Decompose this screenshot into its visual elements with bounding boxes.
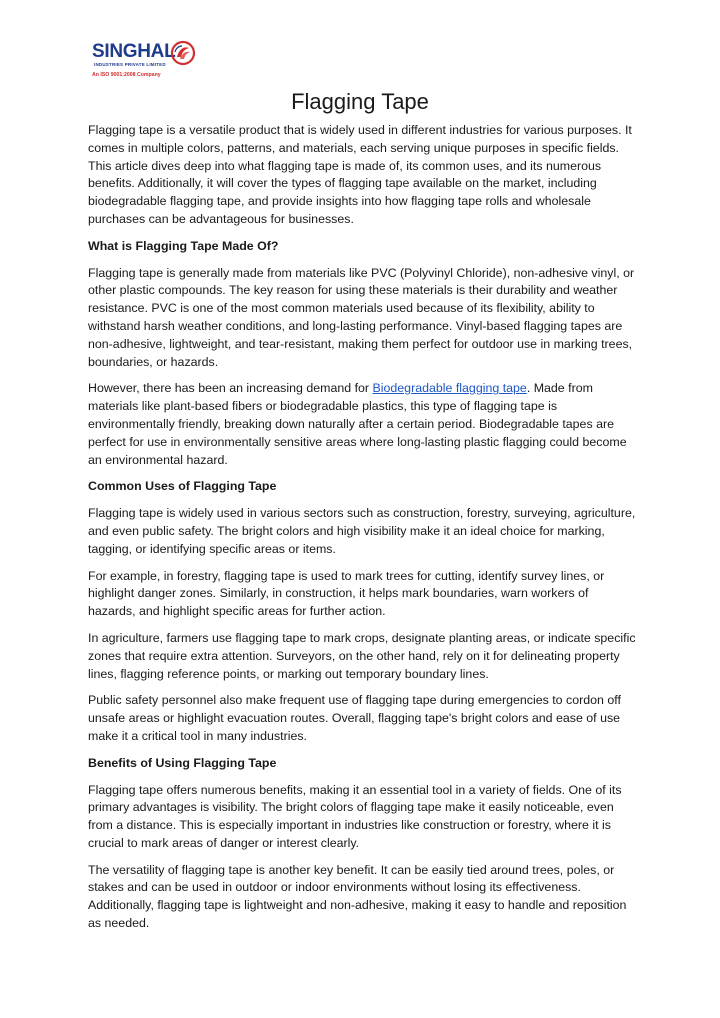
section-heading-uses: Common Uses of Flagging Tape [88, 479, 277, 494]
intro-paragraph: Flagging tape is a versatile product that is widely used in different industries for various purposes. It comes in multiple colors, patterns, and materials, each serving unique purposes in specific fields. This article dives deep into what flagging tape is made of, its common uses, and its numerous benefits. Additionally, it will cover the types of flagging tape available on the market, including biodegradable flagging tape, and provide insights into how flagging tape rolls and wholesale purchases can be advantageous for businesses. [88, 123, 632, 226]
uses-paragraph-3: In agriculture, farmers use flagging tape to mark crops, designate planting areas, or indicate specific zones that require extra attention. Surveyors, on the other hand, rely on it for delineating property lines, flagging reference points, or marking out temporary boundary lines. [88, 630, 636, 681]
logo-iso-line: An ISO 9001:2008 Company [92, 72, 161, 78]
logo-wordmark: SINGHAL [92, 41, 176, 62]
materials-paragraph-2-start: However, there has been an increasing demand for [88, 381, 373, 396]
page-title: Flagging Tape [291, 89, 429, 114]
benefits-paragraph-2: The versatility of flagging tape is another key benefit. It can be easily tied around trees, poles, or stakes and can be used in outdoor or indoor environments without losing its effectiveness. Additionally, flagging tape is lightweight and non-adhesive, making it easy to handle and reposition as needed. [88, 862, 627, 931]
materials-paragraph-2-end: . Made from materials like plant-based fibers or biodegradable plastics, this type of flagging tape is environmentally friendly, breaking down naturally after a certain period. Biodegradable tapes are perfect for use in environmentally sensitive areas where long-lasting plastic flagging could become an environmental hazard. [88, 381, 627, 467]
article-body [88, 122, 638, 942]
uses-paragraph-2: For example, in forestry, flagging tape is used to mark trees for cutting, identify survey lines, or highlight danger zones. Similarly, in construction, it helps mark boundaries, warn workers of hazards, and highlight specific areas for further action. [88, 568, 605, 619]
company-logo [92, 38, 202, 82]
section-heading-benefits: Benefits of Using Flagging Tape [88, 755, 277, 770]
benefits-paragraph-1: Flagging tape offers numerous benefits, making it an essential tool in a variety of fields. One of its primary advantages is visibility. The bright colors of flagging tape make it easily noticeable, even from a distance. This is especially important in industries like construction or forestry, where it is crucial to mark areas of danger or interest clearly. [88, 782, 622, 850]
uses-paragraph-4: Public safety personnel also make frequent use of flagging tape during emergencies to cordon off unsafe areas or highlight evacuation routes. Overall, flagging tape's bright colors and ease of use make it a critical tool in many industries. [88, 693, 621, 743]
uses-paragraph-1: Flagging tape is widely used in various sectors such as construction, forestry, surveying, agriculture, and even public safety. The bright colors and high visibility make it an ideal choice for marking, tagging, or identifying specific areas or items. [88, 506, 636, 556]
logo-subtitle: INDUSTRIES PRIVATE LIMITED [94, 62, 166, 67]
section-heading-materials: What is Flagging Tape Made Of? [88, 238, 279, 253]
singhal-emblem-icon [170, 40, 196, 66]
materials-paragraph-1: Flagging tape is generally made from materials like PVC (Polyvinyl Chloride), non-adhesive vinyl, or other plastic compounds. The key reason for using these materials is their durability and weather resistance. PVC is one of the most common materials used because of its flexibility, ability to withstand harsh weather conditions, and long-lasting performance. Vinyl-based flagging tapes are non-adhesive, lightweight, and tear-resistant, making them perfect for outdoor use in marking trees, boundaries, or hazards. [88, 265, 635, 369]
materials-paragraph-2 [88, 380, 638, 469]
biodegradable-flagging-tape-link[interactable]: Biodegradable flagging tape [372, 381, 527, 396]
